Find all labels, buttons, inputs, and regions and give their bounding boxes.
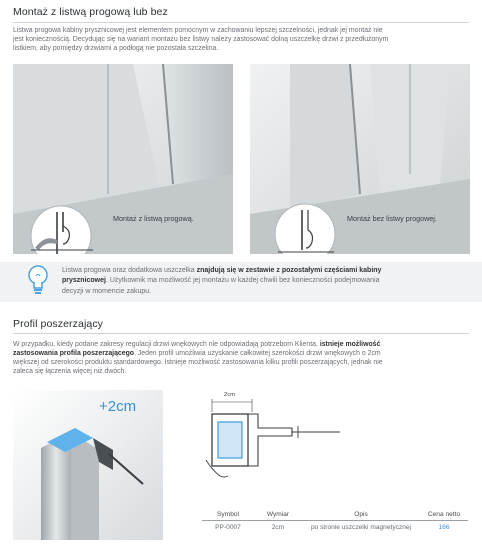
photo-with-threshold [13, 64, 233, 254]
badge-plus-2cm: +2cm [99, 398, 137, 415]
section-title-profile: Profil poszerzający [13, 318, 104, 330]
caption-without-threshold: Montaż bez listwy progowej. [347, 214, 437, 223]
shower-with-threshold-illustration [13, 64, 233, 254]
info-text-part: Listwa progowa oraz dodatkowa uszczelka [62, 267, 195, 274]
profile-description [13, 341, 475, 377]
lightbulb-icon [27, 264, 49, 298]
paragraph-bold: istnieje możliwość [319, 341, 381, 348]
title-divider [13, 22, 469, 23]
col-header-size: Wymiar [254, 508, 302, 521]
col-header-price: Cena netto [420, 508, 468, 521]
photo-without-threshold [250, 64, 470, 254]
paragraph-line: jest koniecznością. Decydując się na wariant montażu bez listwy należy zastosować dolną uszczelkę drzwi z przedłużonym [13, 35, 389, 43]
cell-size: 2cm [271, 523, 285, 531]
shower-without-threshold-illustration [250, 64, 470, 254]
extension-profile-illustration [13, 390, 163, 540]
paragraph-part: . Jeden profil umożliwia uzyskanie całkowitej szerokości drzwi wnękowych o 2cm [134, 349, 381, 357]
paragraph-bold: zastosowania profila poszerzającego [13, 349, 135, 357]
info-text-bold: prysznicowej [62, 277, 106, 285]
info-text [62, 266, 472, 297]
info-text-part: decyzji w momencie zakupu. [62, 287, 152, 295]
cell-description: po stronie uszczelki magnetycznej [310, 523, 412, 531]
technical-drawing [200, 392, 350, 484]
profile-cross-section-drawing [200, 392, 350, 484]
caption-with-threshold: Montaż z listwą progową. [113, 214, 194, 223]
cell-symbol: PP-0007 [215, 523, 241, 531]
title-divider [13, 333, 469, 334]
spec-table [202, 508, 468, 533]
paragraph-line: większej od szerokości produktu standardowego. Istnieje możliwość zastosowania kilku profili poszerzających, jednak nie [13, 358, 383, 366]
paragraph-part: W przypadku, kiedy podane zakresy regulacji drzwi wnękowych nie odpowiadają potrzebom Klienta, [13, 341, 318, 348]
info-text-bold: znajdują się w zestawie z pozostałymi częściami kabiny [196, 267, 382, 274]
profile-render [13, 390, 163, 540]
dimension-label: 2cm [224, 392, 235, 398]
threshold-description [13, 27, 473, 54]
col-header-symbol: Symbol [202, 508, 254, 521]
table-header-row [202, 508, 468, 521]
col-header-description: Opis [302, 508, 420, 521]
paragraph-line: Listwa progowa kabiny prysznicowej jest elementem pomocnym w zachowaniu lepszej szczelności, jednak jej montaż nie [13, 27, 383, 34]
info-text-part: . Użytkownik ma możliwość jej montażu w każdej chwili bez konieczności podejmowania [105, 277, 380, 285]
section-title-threshold: Montaż z listwą progową lub bez [13, 6, 168, 18]
cell-price: 166 [438, 523, 450, 531]
table-row [202, 521, 468, 534]
paragraph-line: zaleca się łączenia więcej niż dwóch. [13, 367, 127, 375]
paragraph-line: listkiem, aby pomiędzy drzwiami a podłogą nie pozostała szczelina. [13, 44, 219, 52]
